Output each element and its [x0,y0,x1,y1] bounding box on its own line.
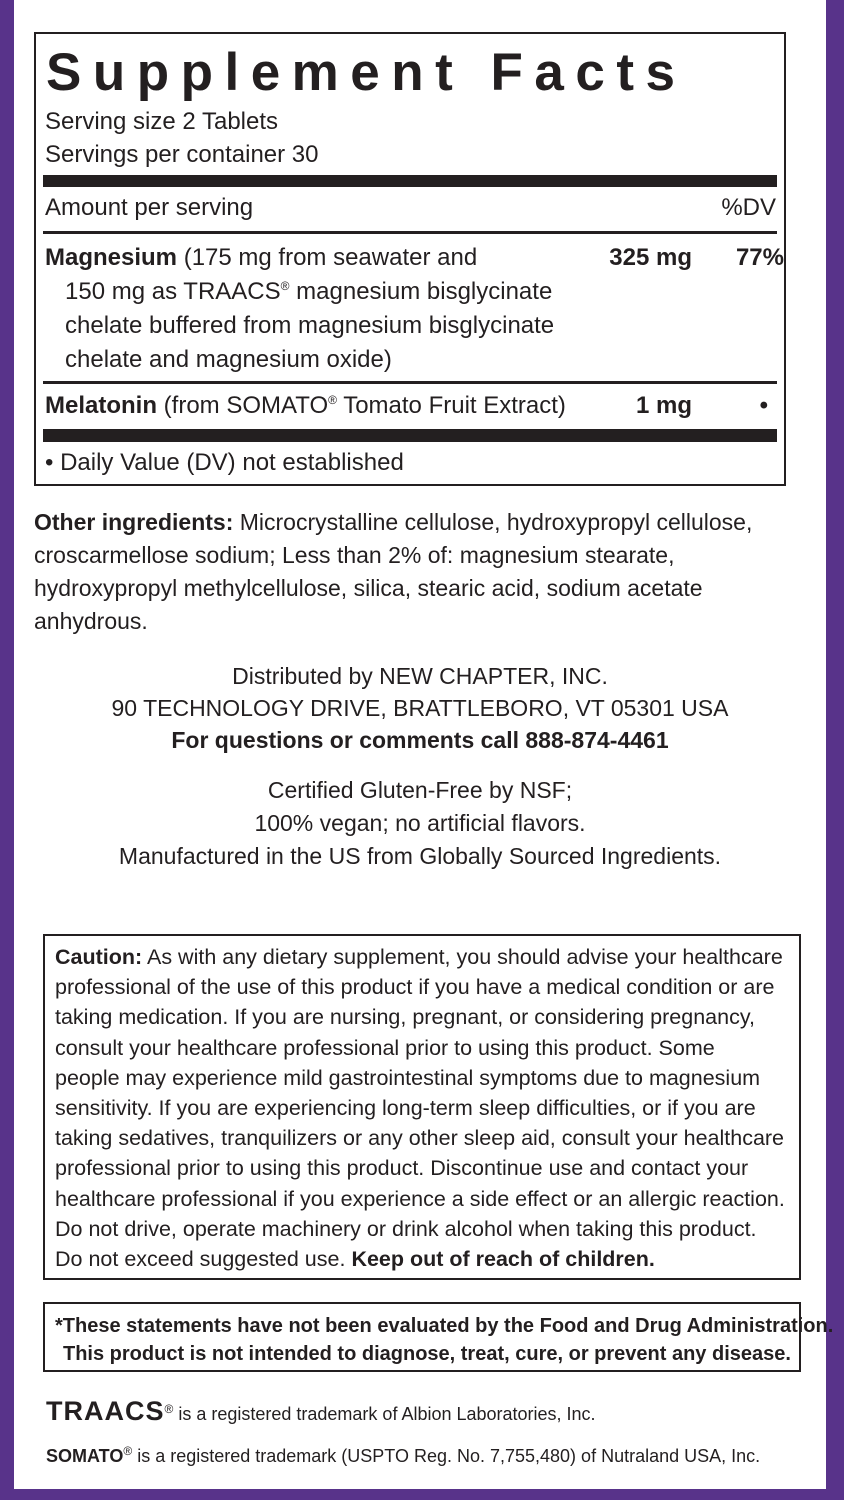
supplement-facts-box [34,32,786,486]
caution-box [43,934,801,1280]
melatonin-dv: • [759,392,768,419]
caution-line: consult your healthcare professional prior to using this product. Some [55,1035,715,1060]
fda-disclaimer-line-1: *These statements have not been evaluated by the Food and Drug Administration. [55,1315,834,1337]
magnesium-desc-line-2 [45,278,552,306]
caution-line: As with any dietary supplement, you should advise your healthcare [142,945,783,969]
distributor-info [14,660,826,756]
traacs-trademark-text: is a registered trademark of Albion Laboratories, Inc. [173,1404,596,1424]
facts-title: Supplement Facts [46,43,687,102]
distributor-address: 90 TECHNOLOGY DRIVE, BRATTLEBORO, VT 05301 USA [111,695,729,721]
registered-mark: ® [164,1402,174,1416]
magnesium-desc-line-3: chelate buffered from magnesium bisglycinate [65,312,555,339]
thick-divider [43,175,777,187]
caution-line: Do not exceed suggested use. [55,1247,352,1272]
certification-info [14,774,826,873]
traacs-trademark [46,1396,596,1427]
somato-trademark [46,1446,760,1467]
caution-line: professional prior to using this product. Discontinue use and contact your [55,1156,749,1181]
melatonin-desc-b: Tomato Fruit Extract) [336,392,566,419]
caution-line: professional of the use of this product if you have a medical condition or are [55,975,775,1000]
caution-line: sensitivity. If you are experiencing long-term sleep difficulties, or if you are [55,1096,756,1121]
melatonin-row [45,392,566,420]
servings-per-container: Servings per container 30 [45,141,319,168]
somato-trademark-text: is a registered trademark (USPTO Reg. No. 7,755,480) of Nutraland USA, Inc. [132,1446,761,1466]
other-ingredients-line-1: Microcrystalline cellulose, hydroxypropyl cellulose, [233,509,753,535]
melatonin-name: Melatonin [45,392,157,419]
registered-mark: ® [280,279,290,293]
traacs-logo: TRAACS [46,1396,165,1426]
caution-label: Caution: [55,945,143,969]
keep-out-of-reach-warning: Keep out of reach of children. [351,1247,655,1272]
amount-per-serving-header: Amount per serving [45,194,254,221]
other-ingredients-line-3: hydroxypropyl methylcellulose, silica, stearic acid, sodium acetate [34,575,703,601]
fda-disclaimer-box [43,1302,834,1372]
magnesium-dv: 77% [735,244,784,271]
dv-header: %DV [721,194,776,221]
header-divider [43,231,777,234]
magnesium-row [45,244,477,272]
magnesium-desc-1: (175 mg from seawater and [183,244,478,271]
magnesium-desc-line-4: chelate and magnesium oxide) [65,346,392,373]
distributor-line-1: Distributed by NEW CHAPTER, INC. [232,663,608,689]
caution-line: people may experience mild gastrointestinal symptoms due to magnesium [55,1065,761,1090]
caution-line: taking medication. If you are nursing, pregnant, or considering pregnancy, [55,1005,755,1030]
thick-divider-bottom [43,429,777,442]
certification-line-2: 100% vegan; no artificial flavors. [254,810,586,836]
caution-line: taking sedatives, tranquilizers or any other sleep aid, consult your healthcare [55,1126,785,1151]
certification-line-3: Manufactured in the US from Globally Sourced Ingredients. [118,843,722,869]
serving-size: Serving size 2 Tablets [45,108,279,135]
fda-disclaimer-line-2: This product is not intended to diagnose, treat, cure, or prevent any disease. [63,1343,791,1365]
other-ingredients-line-4: anhydrous. [34,608,148,634]
magnesium-desc-2b: magnesium bisglycinate [289,278,553,305]
caution-text [55,942,799,1274]
melatonin-amount: 1 mg [635,392,692,419]
magnesium-name: Magnesium [45,244,178,271]
caution-line: healthcare professional if you experience a side effect or an allergic reaction. [55,1186,785,1211]
registered-mark: ® [123,1444,133,1458]
row-divider [43,381,777,384]
melatonin-desc-a: (from SOMATO [163,392,329,419]
other-ingredients-label: Other ingredients: [34,509,234,535]
label-panel [14,0,834,1489]
caution-line: Do not drive, operate machinery or drink alcohol when taking this product. [55,1216,757,1241]
dv-footnote: • Daily Value (DV) not established [45,449,404,476]
other-ingredients-line-2: croscarmellose sodium; Less than 2% of: magnesium stearate, [34,542,675,568]
magnesium-amount: 325 mg [609,244,692,271]
somato-name: SOMATO [46,1446,124,1466]
registered-mark: ® [328,393,337,407]
contact-phone: For questions or comments call 888-874-4461 [171,727,669,753]
other-ingredients [34,506,752,638]
magnesium-desc-2a: 150 mg as TRAACS [65,278,281,305]
certification-line-1: Certified Gluten-Free by NSF; [267,777,573,803]
